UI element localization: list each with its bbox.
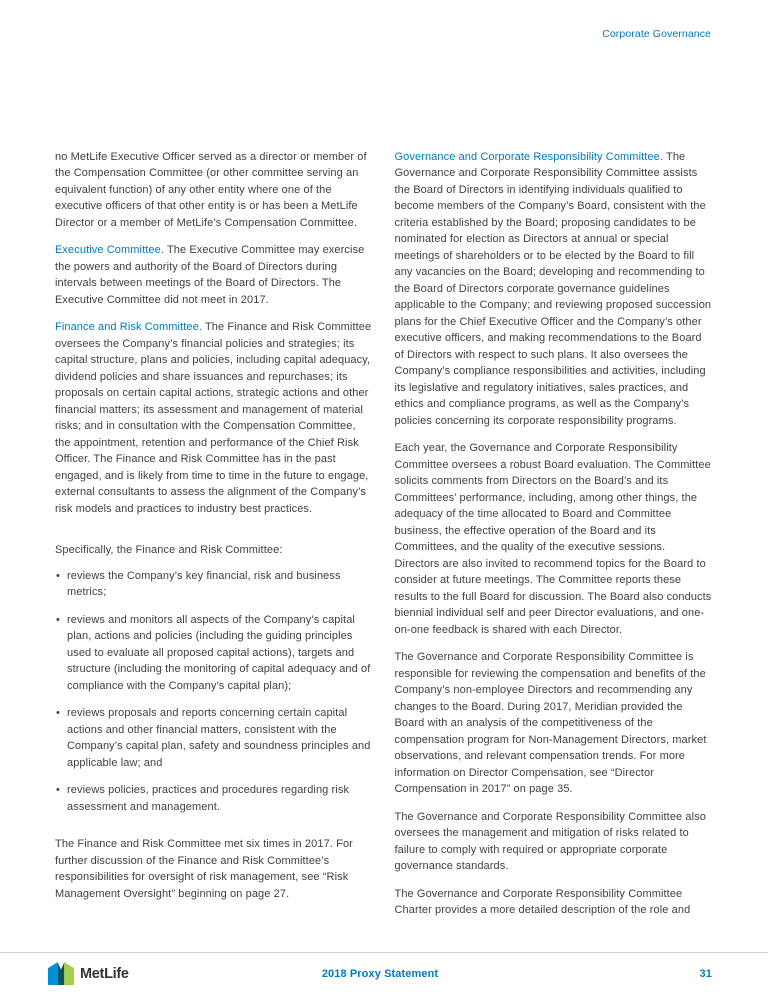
finance-risk-committee-heading: Finance and Risk Committee. <box>55 321 202 333</box>
executive-committee-body: The Executive Committee may exercise the powers and authority of the Board of Directors during intervals between meetings of the Board of Directors. The Executive Committee did not meet in 2017. <box>55 244 365 306</box>
page-header <box>0 0 768 43</box>
footer-document-title: 2018 Proxy Statement <box>321 968 439 980</box>
director-compensation-paragraph: The Governance and Corporate Responsibility Committee is responsible for reviewing the compensation and benefits of the Company’s non-employee Directors and recommending any changes to the Board. During 2017, Meridian provided the Board with an analysis of the competitiveness of the compensation program for Non-Management Directors, market observations, and relevant compensation trends. For more information on Director Compensation, see “Director Compensation in 2017” on page 35. <box>394 651 707 795</box>
left-column <box>55 149 373 930</box>
governance-committee-paragraph <box>395 149 713 430</box>
section-label: Corporate Governance <box>602 28 711 40</box>
two-column-body <box>0 149 768 930</box>
list-item: • reviews proposals and reports concerning certain capital actions and other financial matters, consistent with the Company’s capital plan, safety and soundness principles and applicable law; and <box>55 705 373 771</box>
executive-committee-heading: Executive Committee. <box>55 244 164 256</box>
list-item: • reviews policies, practices and procedures regarding risk assessment and management. <box>55 782 373 815</box>
footer-page-number: 31 <box>699 968 712 980</box>
executive-committee-paragraph <box>55 242 373 308</box>
charter-paragraph: The Governance and Corporate Responsibility Committee Charter provides a more detailed description of the role and <box>394 887 691 916</box>
right-column <box>395 149 713 930</box>
footer-logo <box>48 962 269 985</box>
governance-committee-heading: Governance and Corporate Responsibility Committee. <box>394 150 664 163</box>
metlife-logo-icon <box>48 962 74 985</box>
governance-risk-paragraph: The Governance and Corporate Responsibility Committee also oversees the management and mitigation of risks related to failure to comply with required or appropriate corporate governance standards. <box>394 810 707 872</box>
finance-risk-duties-list <box>55 568 373 816</box>
page-footer <box>0 952 768 1004</box>
list-item: • reviews and monitors all aspects of the Company’s capital plan, actions and policies (including the guiding principles used to evaluate all proposed capital actions), targets and structure (including the monitoring of capital adequacy and of compliance with the Company’s capital plan); <box>55 612 373 695</box>
finance-risk-committee-body: The Finance and Risk Committee oversees the Company’s financial policies and strategies; its capital structure, plans and policies, including capital adequacy, dividend policies and share issuances and repurchases; its proposals on certain capital actions, strategic actions and other financial matters; its assessment and management of material risks; and in consultation with the Compensation Committee, the appointment, retention and performance of the Chief Risk Officer. The Finance and Risk Committee has in the past engaged, and is likely from time to time in the future to engage, external consultants to assess the alignment of the Company’s risk models and practices to industry best practices. <box>55 321 372 515</box>
governance-committee-body: The Governance and Corporate Responsibility Committee assists the Board of Directors in identifying individuals qualified to become members of the Company’s Board, consistent with the criteria established by the Board; proposing candidates to be nominated for election as Directors at annual or special meetings of shareholders or to be elected by the Board to fill any vacancies on the Board; developing and recommending to the Board of Directors corporate governance guidelines applicable to the Company; and reviewing proposed succession plans for the Chief Executive Officer and the Company’s other executive officers, and making recommendations to the Board of Directors with respect to such plans. It also oversees the Company’s compliance responsibilities and activities, including its legislative and regulatory initiatives, sales practices, and ethics and compliance programs, as well as the Company’s policies concerning its corporate responsibility programs. <box>394 150 712 427</box>
metlife-wordmark: MetLife <box>80 966 129 983</box>
finance-risk-committee-paragraph <box>55 319 373 517</box>
board-evaluation-paragraph: Each year, the Governance and Corporate Responsibility Committee oversees a robust Board evaluation. The Committee solicits comments from Directors on the Board’s and its Committees’ performance, including, among other things, the adequacy of the time allocated to Board and Committee business, the effective operation of the Board and its Committees, and the quality of the executive sessions. Directors are also invited to recommend topics for the Board to consider at future meetings. The Committee reports these results to the full Board for discussion. The Board also conducts biennial individual self and peer Director evaluations, and one-on-one feedback is shared with each Director. <box>394 442 712 636</box>
list-intro: Specifically, the Finance and Risk Committee: <box>55 544 283 556</box>
intro-paragraph: no MetLife Executive Officer served as a director or member of the Compensation Committee (or other committee serving an equivalent function) of any other entity where one of the executive officers of that other entity is or has been a MetLife Director or a member of MetLife’s Compensation Committee. <box>55 150 367 229</box>
closing-paragraph: The Finance and Risk Committee met six times in 2017. For further discussion of the Finance and Risk Committee’s responsibilities for oversight of risk management, see “Risk Management Oversight” beginning on page 27. <box>55 838 353 900</box>
list-item: • reviews the Company’s key financial, risk and business metrics; <box>55 568 373 601</box>
